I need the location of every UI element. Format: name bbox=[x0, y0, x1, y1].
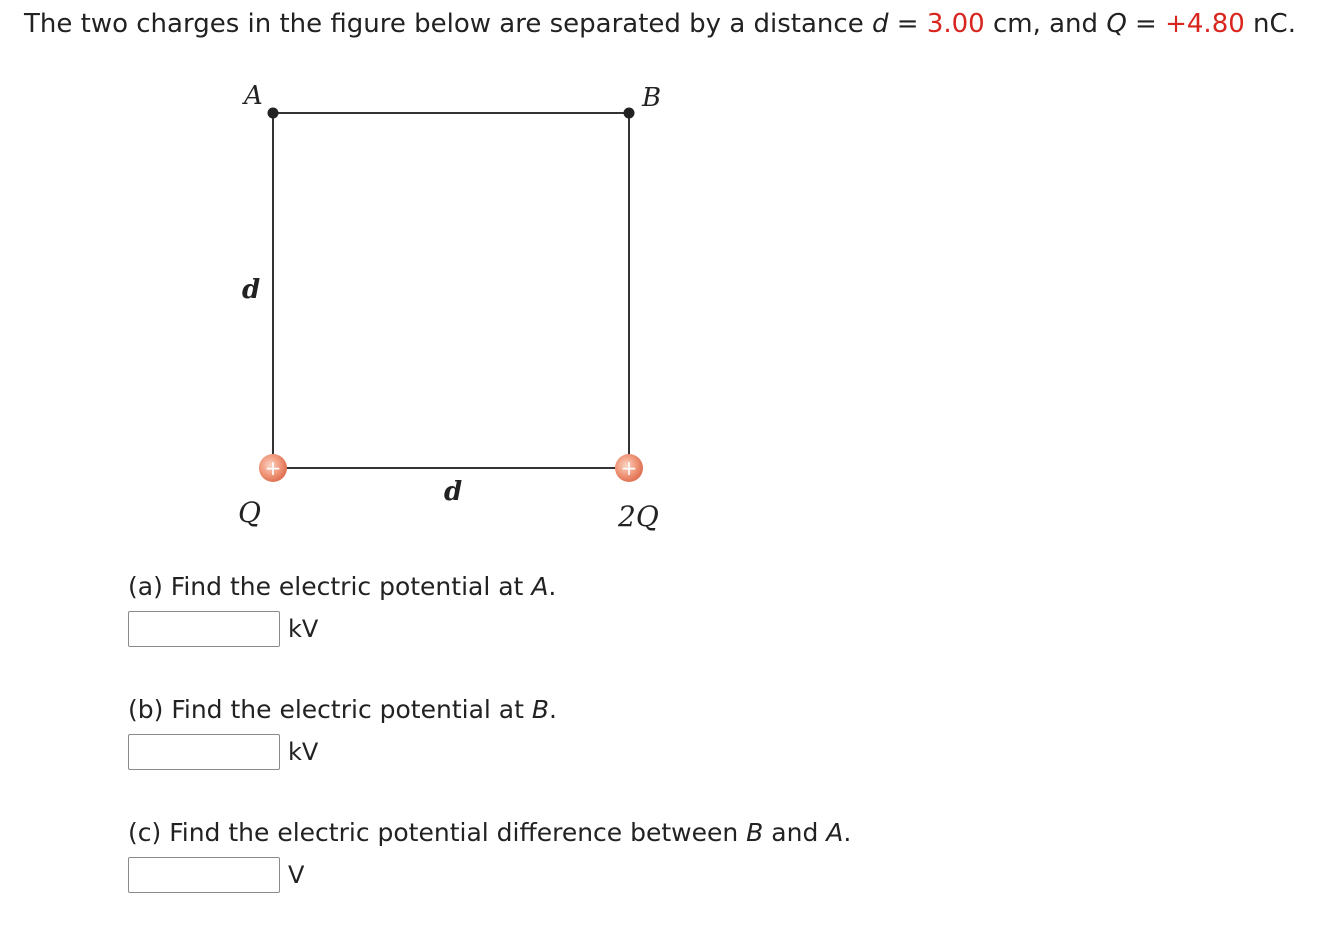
part-c-unit: V bbox=[288, 861, 305, 889]
part-c-answer-row bbox=[128, 855, 304, 895]
part-c-end: . bbox=[843, 818, 852, 847]
label-B: B bbox=[642, 83, 662, 113]
charge-Q bbox=[259, 454, 287, 482]
intro-text: The two charges in the figure below are separated by a distance bbox=[24, 9, 872, 39]
part-b-question bbox=[128, 693, 557, 727]
var-Q: Q bbox=[1106, 9, 1127, 39]
label-Q: Q bbox=[238, 496, 261, 529]
part-a-answer-input[interactable] bbox=[128, 611, 280, 647]
part-a-label: (a) Find the electric potential at bbox=[128, 572, 532, 601]
label-2Q: 2Q bbox=[618, 500, 659, 533]
label-A: A bbox=[244, 81, 263, 111]
part-c-point: B bbox=[746, 818, 764, 847]
part-c-answer-input[interactable] bbox=[128, 857, 280, 893]
charge-Q-sign: + bbox=[264, 456, 282, 480]
part-c-question bbox=[128, 816, 851, 850]
var-d: d bbox=[871, 9, 889, 39]
Q-value: +4.80 bbox=[1165, 9, 1245, 39]
part-c-point2: A bbox=[826, 818, 844, 847]
label-d-horizontal: d bbox=[444, 477, 463, 507]
part-b-answer-input[interactable] bbox=[128, 734, 280, 770]
equals-2: = bbox=[1126, 9, 1166, 39]
part-a-unit: kV bbox=[288, 615, 319, 643]
part-a-point: A bbox=[531, 572, 549, 601]
part-a-answer-row bbox=[128, 609, 318, 649]
charge-2Q bbox=[615, 454, 643, 482]
part-a-question bbox=[128, 570, 556, 604]
label-d-vertical: d bbox=[242, 275, 261, 305]
Q-unit: nC. bbox=[1244, 9, 1296, 39]
part-c-label: (c) Find the electric potential difference between bbox=[128, 818, 747, 847]
charge-2Q-sign: + bbox=[620, 456, 638, 480]
point-A-dot bbox=[268, 108, 279, 119]
d-value: 3.00 bbox=[926, 9, 985, 39]
part-c-mid: and bbox=[763, 818, 827, 847]
d-unit: cm, and bbox=[984, 9, 1107, 39]
part-b-point: B bbox=[531, 695, 550, 724]
part-b-answer-row bbox=[128, 732, 318, 772]
point-B-dot bbox=[624, 108, 635, 119]
equals-1: = bbox=[888, 9, 927, 39]
part-b-label: (b) Find the electric potential at bbox=[128, 695, 532, 724]
part-b-unit: kV bbox=[288, 738, 319, 766]
part-b-end: . bbox=[549, 695, 557, 724]
part-a-end: . bbox=[548, 572, 557, 601]
